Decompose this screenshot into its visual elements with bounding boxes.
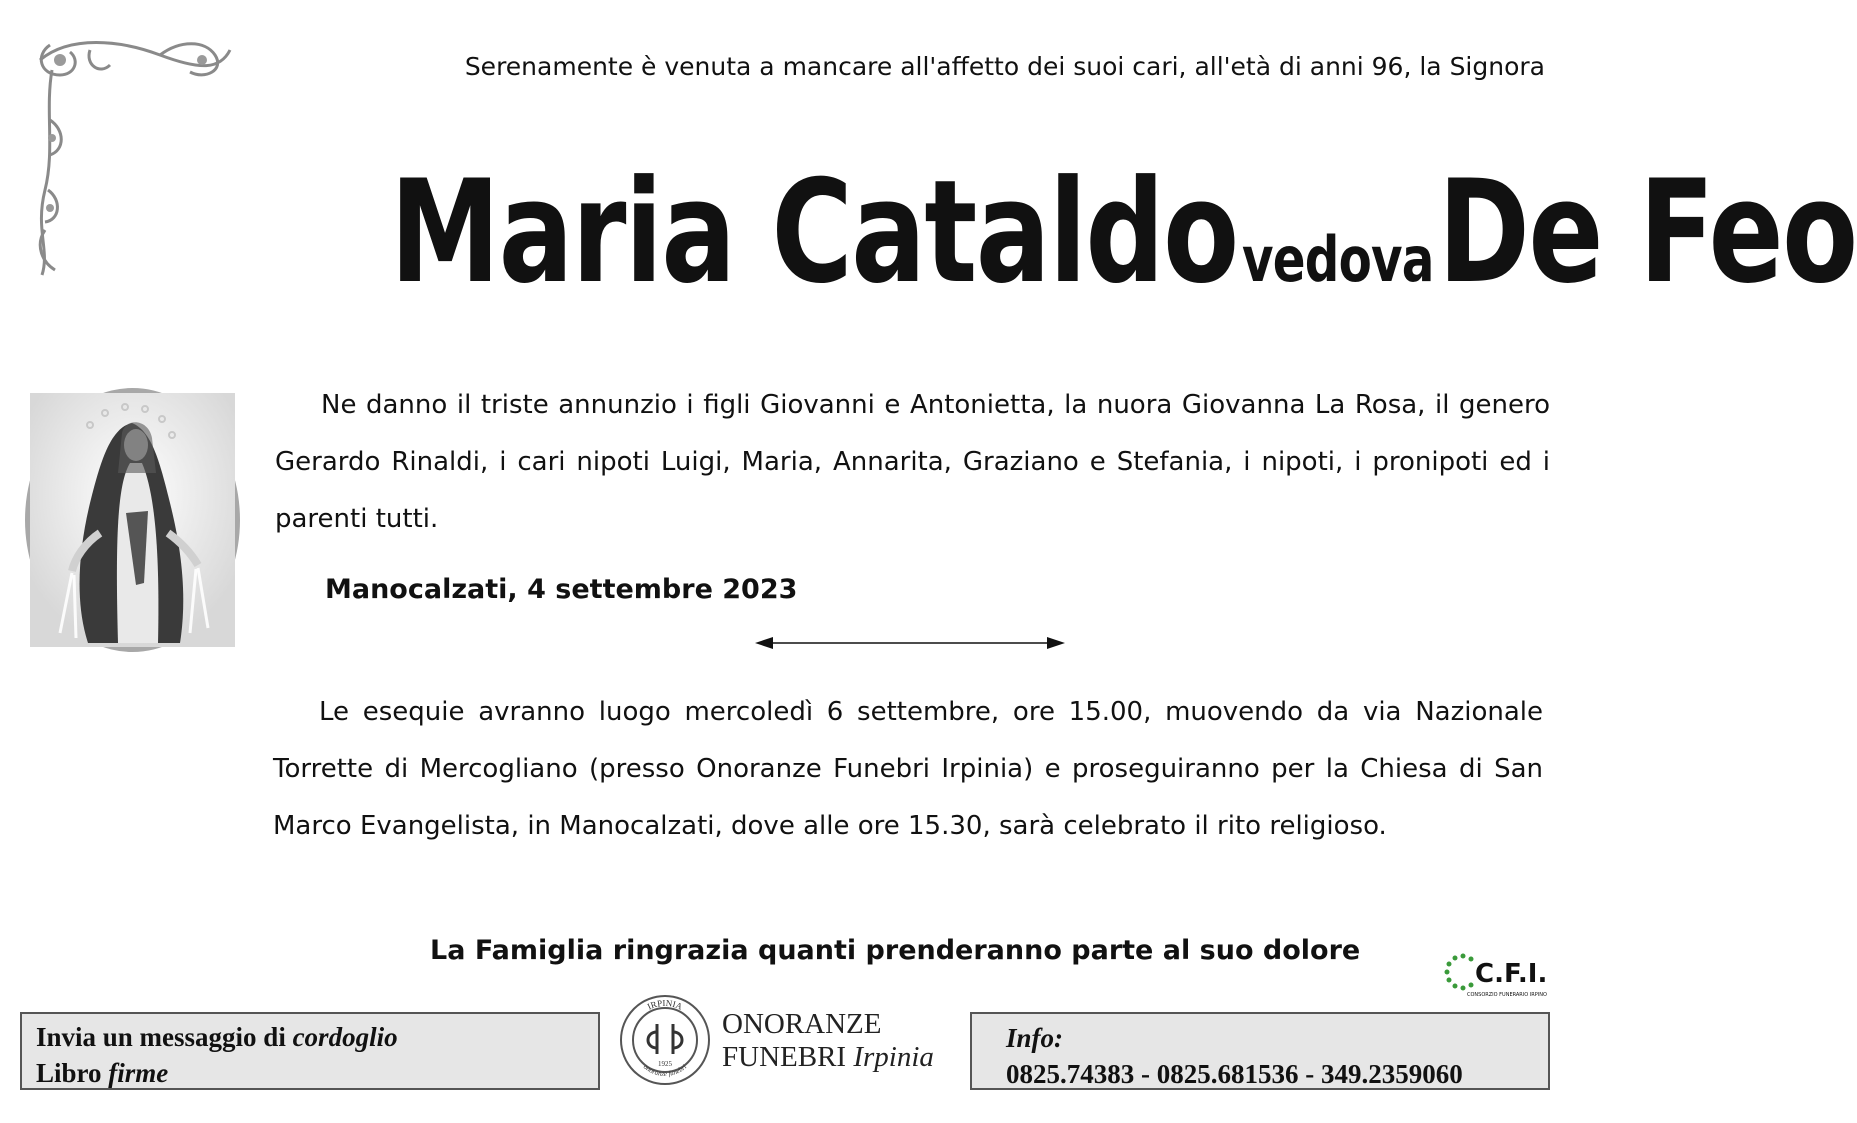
info-phones[interactable]: 0825.74383 - 0825.681536 - 349.2359060: [1006, 1059, 1463, 1089]
condolence-box[interactable]: [20, 1012, 600, 1090]
company-name-line1: ONORANZE: [722, 1008, 882, 1040]
deceased-name: [390, 150, 1857, 315]
double-arrow-divider-icon: [755, 633, 1065, 653]
company-name-line2: FUNEBRI Irpinia: [722, 1041, 934, 1073]
cfi-logo-icon: [1443, 950, 1548, 1000]
condolence-message-link[interactable]: Invia un messaggio di cordoglio: [36, 1022, 398, 1052]
info-box: Info: 0825.74383 - 0825.681536 - 349.2359060: [970, 1012, 1550, 1090]
deceased-married-name: De Feo: [1437, 150, 1857, 315]
company-seal-icon: [617, 992, 713, 1088]
deceased-first-name: Maria Cataldo: [390, 150, 1238, 315]
seal-bottom-text: onoranze funebri: [641, 1062, 689, 1079]
info-label: Info: [1006, 1023, 1055, 1053]
deceased-connector: vedova: [1241, 223, 1434, 296]
guestbook-link[interactable]: Libro firme: [36, 1058, 169, 1088]
family-thanks: La Famiglia ringrazia quanti prenderanno parte al suo dolore: [430, 935, 1361, 966]
place-date: Manocalzati, 4 settembre 2023: [325, 574, 798, 605]
seal-top-text: IRPINIA: [645, 997, 684, 1012]
madonna-image: [25, 388, 240, 652]
corner-ornament-icon: [30, 30, 240, 285]
cfi-logo-text: C.F.I.: [1475, 959, 1548, 989]
company-name: [722, 1008, 934, 1074]
cfi-logo-subtitle: CONSORZIO FUNERARIO IRPINO: [1467, 992, 1547, 998]
announcement-text: Ne danno il triste annunzio i figli Giovanni e Antonietta, la nuora Giovanna La Rosa, il genero Gerardo Rinaldi, i cari nipoti Luigi, Maria, Annarita, Graziano e Stefania, i nipoti, i pronipoti ed i parenti tutti.: [275, 390, 1550, 534]
madonna-figure-icon: [30, 393, 235, 647]
seal-year: 1925: [658, 1060, 672, 1068]
funeral-details: Le esequie avranno luogo mercoledì 6 settembre, ore 15.00, muovendo da via Nazionale Torrette di Mercogliano (presso Onoranze Funebri Irpinia) e proseguiranno per la Chiesa di San Marco Evangelista, in Manocalzati, dove alle ore 15.30, sarà celebrato il rito religioso.: [273, 697, 1543, 841]
intro-text: Serenamente è venuta a mancare all'affetto dei suoi cari, all'età di anni 96, la Signora: [464, 52, 1545, 81]
